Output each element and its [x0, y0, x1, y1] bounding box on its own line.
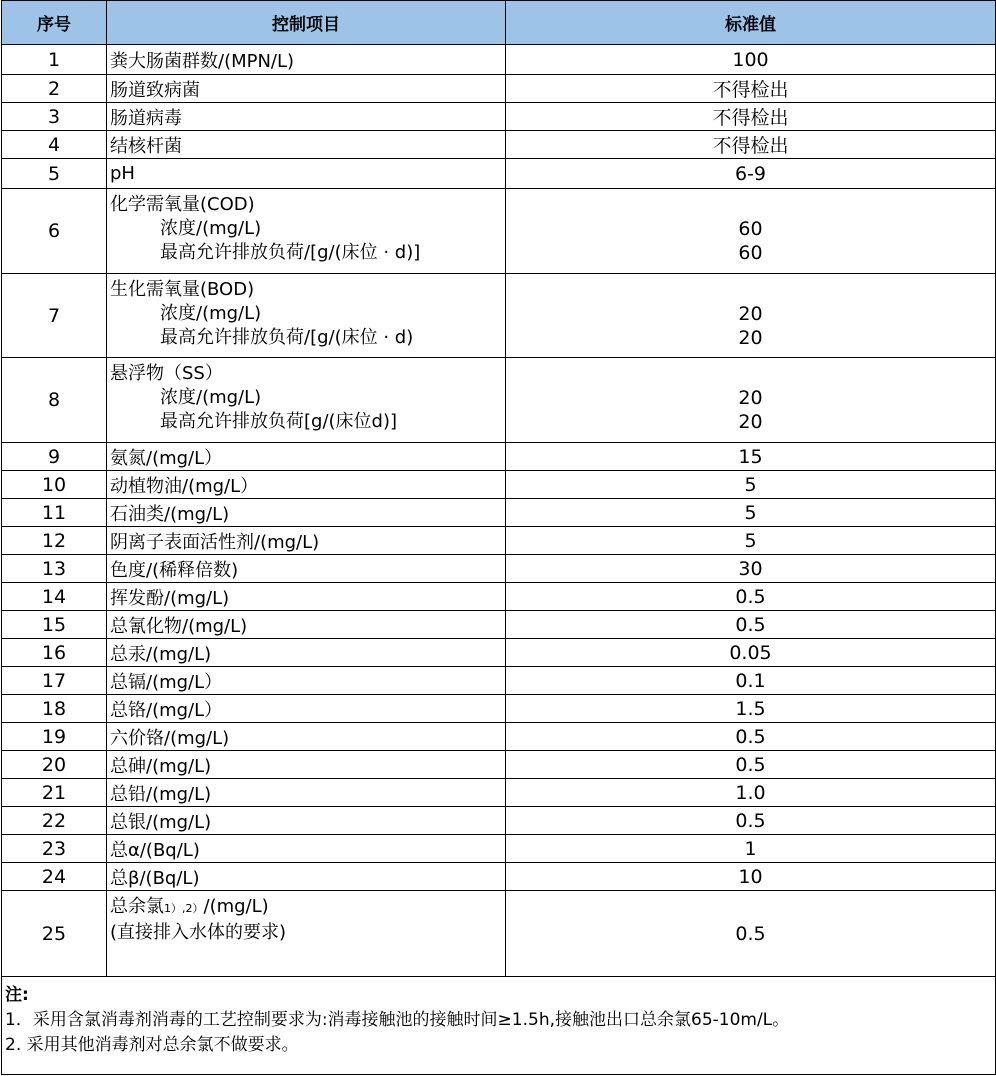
row-value: 0.1: [506, 667, 996, 695]
row-item-title: 悬浮物（SS）: [110, 363, 223, 384]
row-item-sub: (直接排入水体的要求): [110, 922, 287, 943]
row-value: 0.5: [506, 723, 996, 751]
row-value: 0.5: [506, 611, 996, 639]
table-row: [2, 723, 996, 751]
row-item-sub: 最高允许排放负荷[g/(床位d)]: [160, 411, 398, 432]
row-no: 4: [2, 131, 107, 159]
row-item: [107, 891, 506, 977]
row-item: 挥发酚/(mg/L): [107, 583, 506, 611]
row-item: 阴离子表面活性剂/(mg/L): [107, 527, 506, 555]
row-item: [107, 189, 506, 274]
table-row: [2, 667, 996, 695]
row-item: pH: [107, 159, 506, 189]
row-value: 0.5: [506, 751, 996, 779]
row-item: 总砷/(mg/L): [107, 751, 506, 779]
row-item: 六价铬/(mg/L): [107, 723, 506, 751]
row-item: 总镉/(mg/L）: [107, 667, 506, 695]
row-no: 14: [2, 583, 107, 611]
row-value: 0.5: [506, 583, 996, 611]
table-row: [2, 159, 996, 189]
row-value: 不得检出: [506, 131, 996, 159]
row-value: 30: [506, 555, 996, 583]
row-value: 5: [506, 499, 996, 527]
table-row: [2, 45, 996, 75]
row-value: 1: [506, 835, 996, 863]
table-row: [2, 835, 996, 863]
row-item-title-text: 总余氯: [110, 896, 164, 917]
notes-title: 注:: [5, 985, 29, 1005]
row-item: 动植物油/(mg/L）: [107, 471, 506, 499]
row-value: 15: [506, 443, 996, 471]
row-item: 氨氮/(mg/L）: [107, 443, 506, 471]
row-value: 100: [506, 45, 996, 75]
row-item-title: 化学需氧量(COD): [110, 194, 255, 215]
row-item-title: 生化需氧量(BOD): [110, 279, 255, 300]
row-value-line: 60: [738, 218, 763, 240]
row-value: 0.5: [506, 807, 996, 835]
table-row: [2, 639, 996, 667]
row-no: 16: [2, 639, 107, 667]
row-item: 粪大肠菌群数/(MPN/L): [107, 45, 506, 75]
row-item: 色度/(稀释倍数): [107, 555, 506, 583]
standards-table: [1, 0, 996, 1075]
row-value: 1.0: [506, 779, 996, 807]
notes-row: [2, 977, 996, 1075]
row-no: 10: [2, 471, 107, 499]
row-item-sub: 浓度/(mg/L): [160, 218, 262, 239]
row-no: 21: [2, 779, 107, 807]
row-value: [506, 189, 996, 274]
table-row: [2, 443, 996, 471]
row-value: [506, 274, 996, 358]
row-item: 结核杆菌: [107, 131, 506, 159]
row-value: 0.5: [506, 891, 996, 977]
row-no: 22: [2, 807, 107, 835]
row-no: 2: [2, 75, 107, 103]
row-no: 7: [2, 274, 107, 358]
table-row: [2, 751, 996, 779]
row-no: 25: [2, 891, 107, 977]
row-item-sub: 最高允许排放负荷/[g/(床位 · d)]: [160, 242, 421, 263]
row-value-line: 20: [738, 411, 763, 433]
row-no: 5: [2, 159, 107, 189]
table-row: [2, 274, 996, 358]
row-no: 6: [2, 189, 107, 274]
table-row: [2, 611, 996, 639]
header-row: [2, 1, 996, 45]
row-value: 6-9: [506, 159, 996, 189]
row-no: 19: [2, 723, 107, 751]
row-item-sub: 浓度/(mg/L): [160, 387, 262, 408]
row-no: 11: [2, 499, 107, 527]
row-value: 10: [506, 863, 996, 891]
row-value-line: 20: [738, 327, 763, 349]
row-no: 15: [2, 611, 107, 639]
row-value-line: 20: [738, 303, 763, 325]
table-row: [2, 75, 996, 103]
footnote-ref: 1）,2）: [164, 902, 204, 915]
row-value: 0.05: [506, 639, 996, 667]
row-no: 13: [2, 555, 107, 583]
row-item: 肠道病毒: [107, 103, 506, 131]
note-line-2: 2. 采用其他消毒剂对总余氯不做要求。: [5, 1035, 299, 1055]
header-value: 标准值: [506, 1, 996, 45]
row-item-title: [110, 895, 502, 921]
row-item-sub: 最高允许排放负荷/[g/(床位 · d): [160, 327, 414, 348]
row-value-line: 20: [738, 387, 763, 409]
table-row: [2, 695, 996, 723]
table-row: [2, 358, 996, 443]
row-no: 23: [2, 835, 107, 863]
row-item: 总铬/(mg/L）: [107, 695, 506, 723]
row-no: 9: [2, 443, 107, 471]
row-value: 5: [506, 471, 996, 499]
row-no: 17: [2, 667, 107, 695]
row-item: 总氰化物/(mg/L): [107, 611, 506, 639]
row-item: [107, 274, 506, 358]
row-no: 3: [2, 103, 107, 131]
row-value: 不得检出: [506, 103, 996, 131]
table-row: [2, 779, 996, 807]
table-row: [2, 527, 996, 555]
row-item-sub: 浓度/(mg/L): [160, 303, 262, 324]
row-item: 肠道致病菌: [107, 75, 506, 103]
table-row: [2, 103, 996, 131]
table-row: [2, 131, 996, 159]
table-row: [2, 807, 996, 835]
table-row: [2, 891, 996, 977]
table-row: [2, 499, 996, 527]
table-row: [2, 471, 996, 499]
row-value: 不得检出: [506, 75, 996, 103]
row-item: 总银/(mg/L): [107, 807, 506, 835]
table-row: [2, 555, 996, 583]
row-value: 1.5: [506, 695, 996, 723]
row-item: 总α/(Bq/L): [107, 835, 506, 863]
row-value-line: 60: [738, 242, 763, 264]
row-item: [107, 358, 506, 443]
row-value: 5: [506, 527, 996, 555]
row-no: 1: [2, 45, 107, 75]
row-no: 12: [2, 527, 107, 555]
row-no: 8: [2, 358, 107, 443]
table-row: [2, 863, 996, 891]
row-no: 24: [2, 863, 107, 891]
row-item: 总铅/(mg/L): [107, 779, 506, 807]
header-no: 序号: [2, 1, 107, 45]
row-item: 总β/(Bq/L): [107, 863, 506, 891]
row-item-unit: /(mg/L): [203, 896, 269, 917]
row-no: 18: [2, 695, 107, 723]
row-value: [506, 358, 996, 443]
note-line-1: 1．采用含氯消毒剂消毒的工艺控制要求为:消毒接触池的接触时间≥1.5h,接触池出口总余氯65-10m/L。: [5, 1010, 790, 1030]
table-row: [2, 583, 996, 611]
row-item: 总汞/(mg/L): [107, 639, 506, 667]
notes-cell: [2, 977, 996, 1075]
row-item: 石油类/(mg/L): [107, 499, 506, 527]
row-no: 20: [2, 751, 107, 779]
header-item: 控制项目: [107, 1, 506, 45]
table-row: [2, 189, 996, 274]
